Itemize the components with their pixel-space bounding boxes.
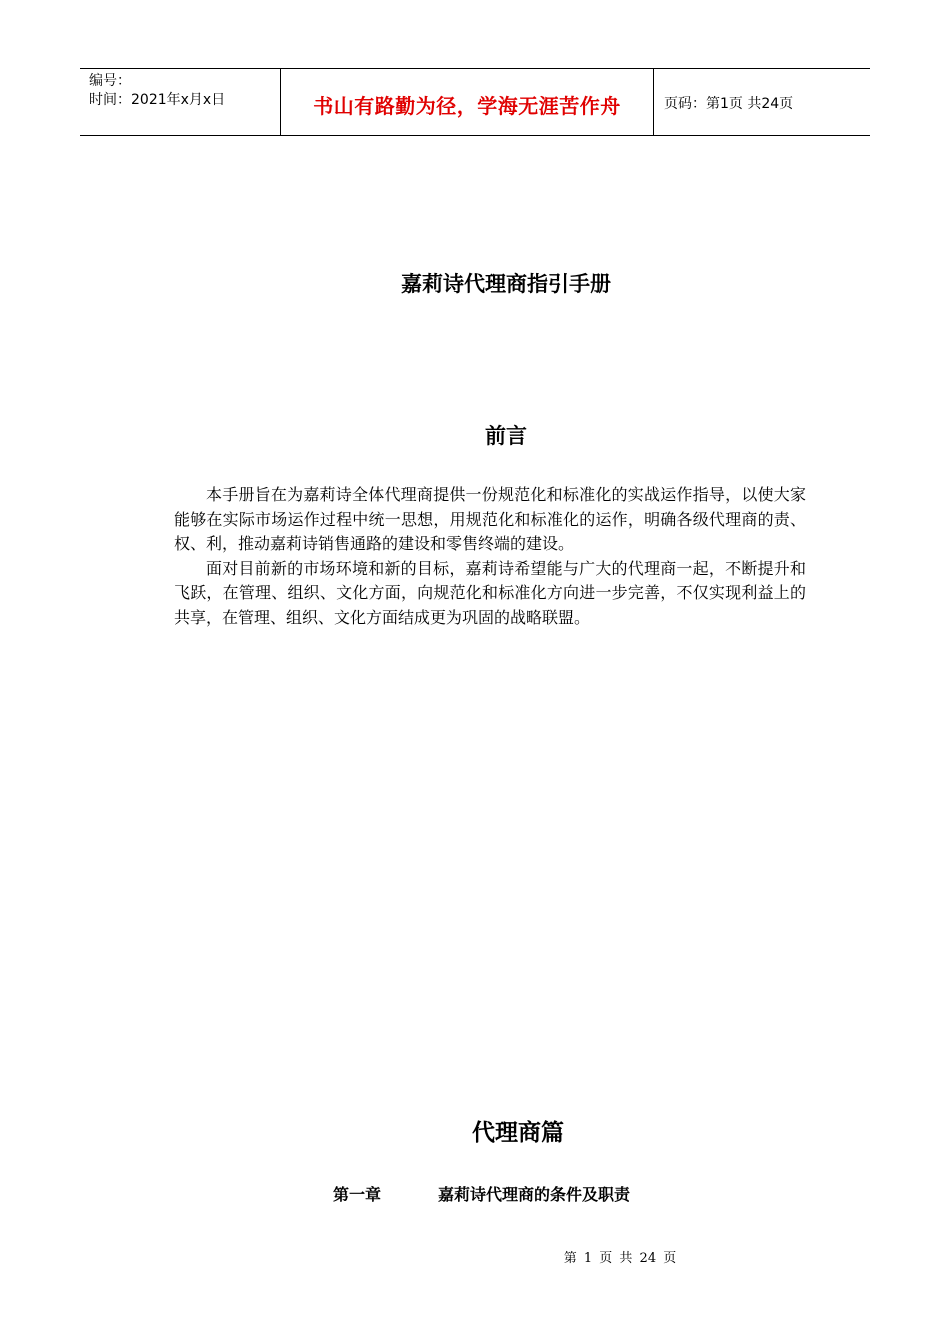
header-info-cell	[80, 69, 281, 135]
header-motto-cell	[281, 69, 654, 135]
chapter-heading	[333, 1182, 630, 1205]
preface-heading: 前言	[485, 424, 527, 448]
number-label: 编号：	[89, 73, 131, 89]
preface-body	[174, 483, 806, 630]
header-page-cell	[654, 69, 870, 135]
document-title: 嘉莉诗代理商指引手册	[401, 272, 611, 296]
preface-paragraph: 面对目前新的市场环境和新的目标，嘉莉诗希望能与广大的代理商一起，不断提升和飞跃，在管理、组织、文化方面，向规范化和标准化方向进一步完善，不仅实现利益上的共享，在管理、组织、文化方面结成更为巩固的战略联盟。	[174, 558, 806, 627]
motto-text: 书山有路勤为径，学海无涯苦作舟	[313, 93, 621, 118]
chapter-number: 第一章	[333, 1185, 382, 1204]
page-label: 页码：第1页 共24页	[664, 96, 794, 112]
preface-paragraph: 本手册旨在为嘉莉诗全体代理商提供一份规范化和标准化的实战运作指导，以使大家能够在实际市场运作过程中统一思想，用规范化和标准化的运作，明确各级代理商的责、权、利，推动嘉莉诗销售通路的建设和零售终端的建设。	[174, 485, 806, 553]
page-footer: 第 1 页 共 24 页	[563, 1251, 677, 1266]
header-table	[80, 68, 870, 136]
time-label: 时间：2021年x月x日	[89, 92, 226, 108]
section-heading: 代理商篇	[472, 1120, 564, 1146]
chapter-title: 嘉莉诗代理商的条件及职责	[438, 1185, 631, 1204]
